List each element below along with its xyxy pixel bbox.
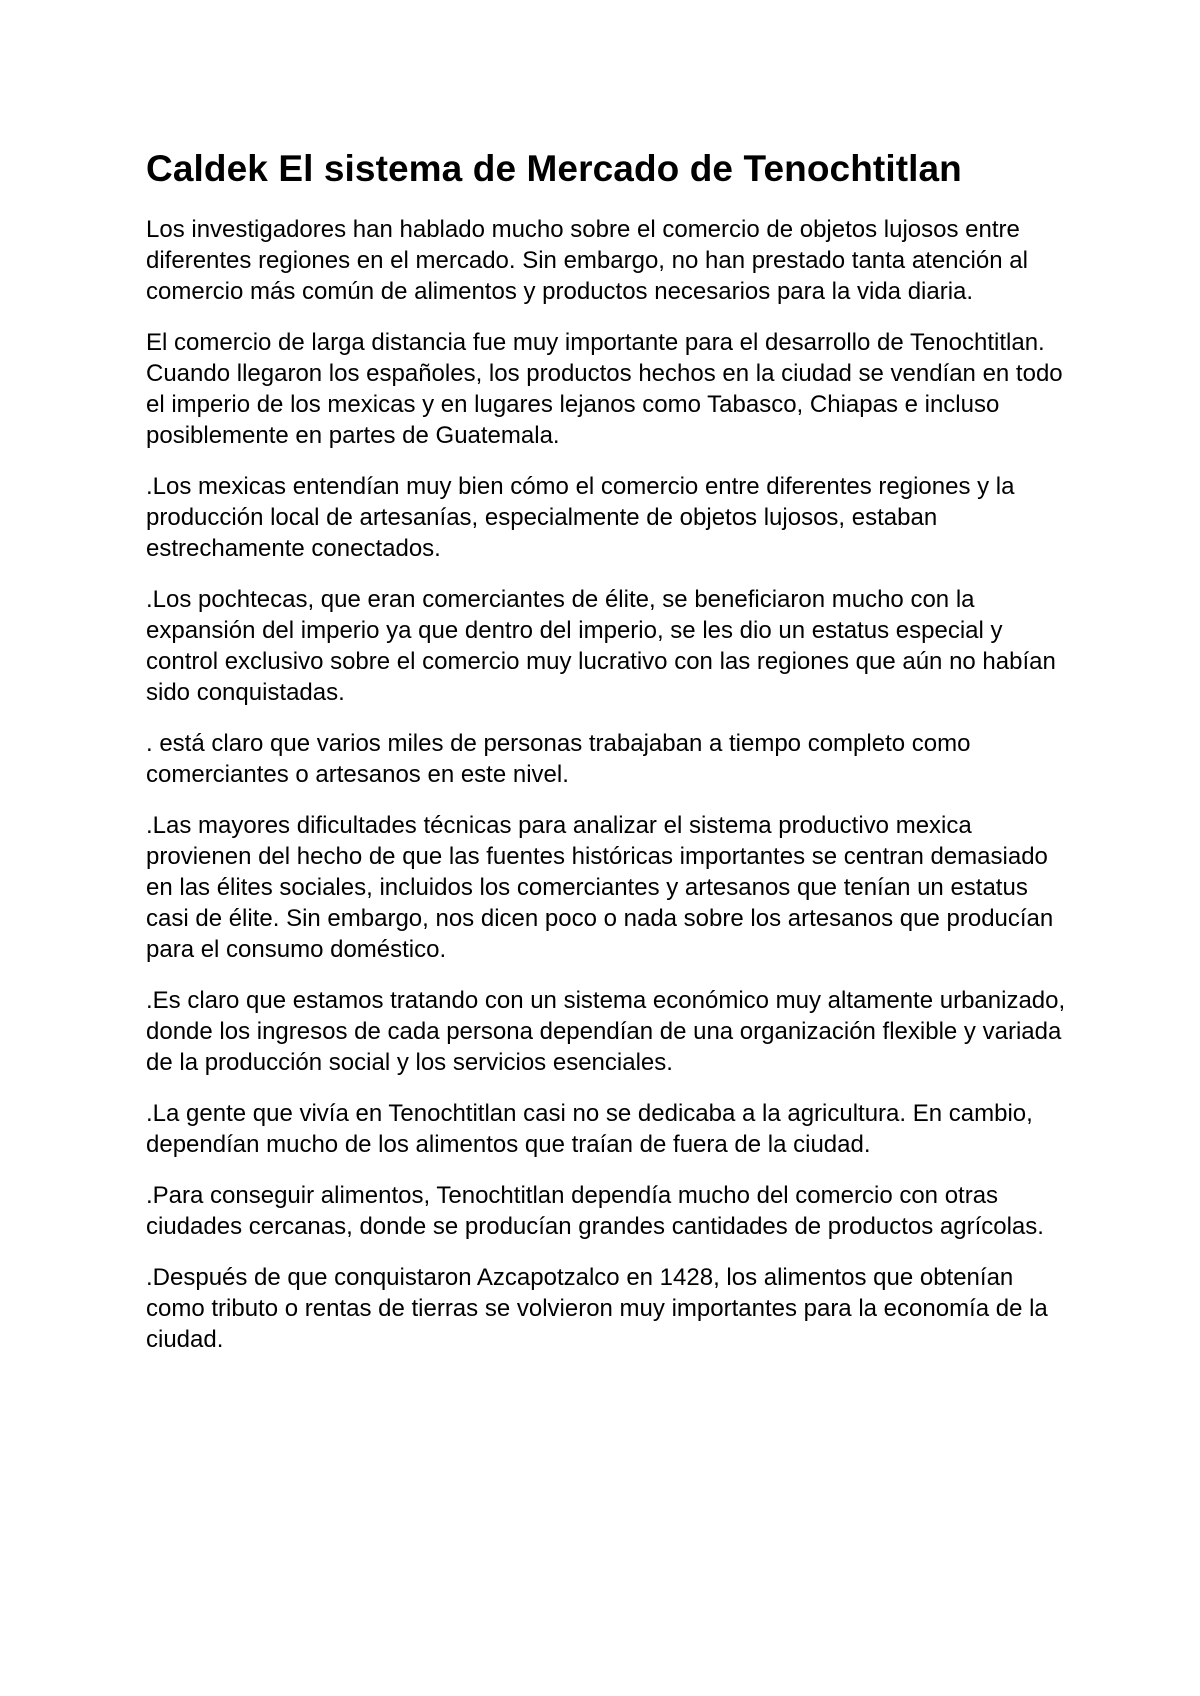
document-title: Caldek El sistema de Mercado de Tenochtitlan	[146, 148, 962, 189]
paragraph-agriculture: .La gente que vivía en Tenochtitlan casi no se dedicaba a la agricultura. En cambio, dependían mucho de los alimentos que traían de fuera de la ciudad.	[146, 1100, 1033, 1158]
document-body	[146, 147, 1071, 1375]
paragraph-mexica-craft-production: .Los mexicas entendían muy bien cómo el comercio entre diferentes regiones y la producción local de artesanías, especialmente de objetos lujosos, estaban estrechamente conectados.	[146, 473, 1015, 562]
paragraph-long-distance-trade: El comercio de larga distancia fue muy importante para el desarrollo de Tenochtitlan. Cuando llegaron los españoles, los productos hechos en la ciudad se vendían en todo el imperio de los mexicas y en lugares lejanos como Tabasco, Chiapas e incluso posiblemente en partes de Guatemala.	[146, 329, 1063, 449]
paragraph-merchants-artisans: . está claro que varios miles de personas trabajaban a tiempo completo como comerciantes o artesanos en este nivel.	[146, 730, 971, 788]
paragraph-pochtecas: .Los pochtecas, que eran comerciantes de élite, se beneficiaron mucho con la expansión del imperio ya que dentro del imperio, se les dio un estatus especial y control exclusivo sobre el comercio muy lucrativo con las regiones que aún no habían sido conquistadas.	[146, 586, 1056, 706]
paragraph-food-trade: .Para conseguir alimentos, Tenochtitlan dependía mucho del comercio con otras ciudades cercanas, donde se producían grandes cantidades de productos agrícolas.	[146, 1182, 1044, 1240]
paragraph-urbanized-economy: .Es claro que estamos tratando con un sistema económico muy altamente urbanizado, donde los ingresos de cada persona dependían de una organización flexible y variada de la producción social y los servicios esenciales.	[146, 987, 1066, 1076]
paragraph-intro-luxury-trade: Los investigadores han hablado mucho sobre el comercio de objetos lujosos entre diferentes regiones en el mercado. Sin embargo, no han prestado tanta atención al comercio más común de alimentos y productos necesarios para la vida diaria.	[146, 216, 1028, 305]
paragraph-azcapotzalco: .Después de que conquistaron Azcapotzalco en 1428, los alimentos que obtenían como tributo o rentas de tierras se volvieron muy importantes para la economía de la ciudad.	[146, 1264, 1048, 1353]
paragraph-technical-difficulties: .Las mayores dificultades técnicas para analizar el sistema productivo mexica provienen del hecho de que las fuentes históricas importantes se centran demasiado en las élites sociales, incluidos los comerciantes y artesanos que tenían un estatus casi de élite. Sin embargo, nos dicen poco o nada sobre los artesanos que producían para el consumo doméstico.	[146, 812, 1054, 963]
